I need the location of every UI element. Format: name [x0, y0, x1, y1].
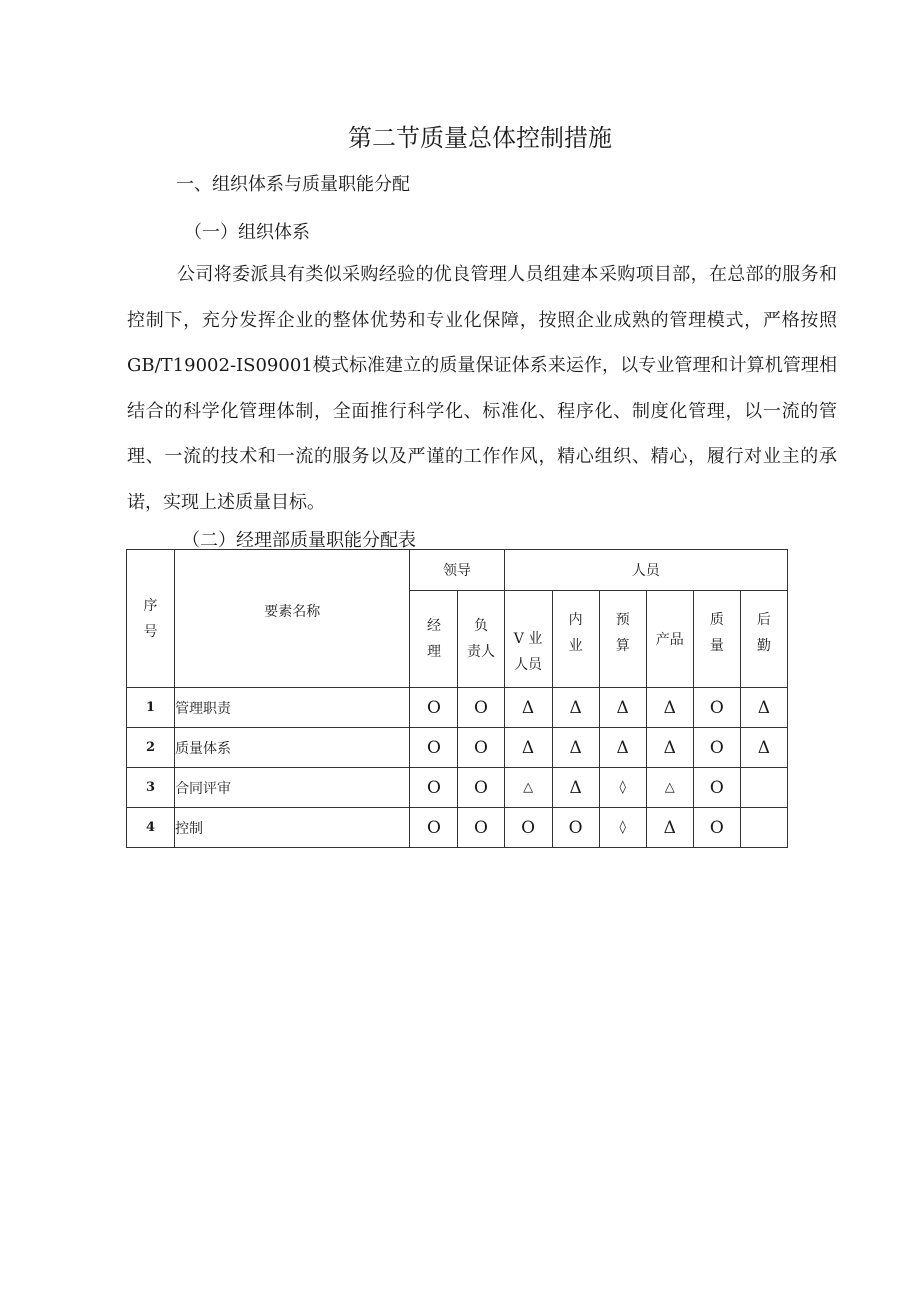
row-element-name: 管理职责 [175, 688, 410, 728]
cell-symbol: Δ [504, 728, 552, 768]
staff-group-header: 人员 [504, 550, 787, 591]
cell-symbol: ◊ [599, 808, 646, 848]
col-header-manager-2: 理 [426, 644, 441, 660]
row-element-name: 合同评审 [175, 768, 410, 808]
col-header-manager-1: 经 [426, 618, 441, 634]
subsection-heading-table: （二）经理部质量职能分配表 [182, 530, 416, 551]
col-header-internal-2: 业 [568, 638, 583, 654]
col-header-logistics-1: 后 [756, 612, 771, 628]
cell-symbol: △ [646, 768, 693, 808]
col-header-responsible-2: 责人 [467, 644, 495, 660]
element-name-header [175, 550, 410, 688]
cell-symbol [740, 808, 787, 848]
col-header-business-2: 人员 [514, 657, 543, 673]
subsection-heading-organization: （一）组织体系 [184, 222, 310, 243]
col-header-budget [599, 591, 646, 688]
seq-header-char-2: 号 [143, 623, 158, 640]
row-element-name: 控制 [175, 808, 410, 848]
cell-symbol: O [458, 688, 504, 728]
row-number: 4 [127, 808, 175, 848]
cell-symbol: Δ [599, 688, 646, 728]
row-number: 1 [127, 688, 175, 728]
col-header-product-text: 产品 [655, 632, 684, 648]
table-row [127, 808, 788, 848]
cell-symbol: Δ [552, 688, 599, 728]
col-header-logistics-2: 勤 [756, 638, 771, 654]
cell-symbol: Δ [552, 768, 599, 808]
col-header-manager [410, 591, 458, 688]
col-header-quality [693, 591, 740, 688]
col-header-budget-1: 预 [615, 612, 630, 628]
cell-symbol: ◊ [599, 768, 646, 808]
cell-symbol: O [693, 808, 740, 848]
cell-symbol: O [693, 728, 740, 768]
col-header-quality-1: 质 [709, 612, 724, 628]
cell-symbol: Δ [646, 728, 693, 768]
col-header-product [646, 591, 693, 688]
col-header-responsible-1: 负 [474, 618, 488, 634]
cell-symbol: △ [504, 768, 552, 808]
table-row [127, 688, 788, 728]
cell-symbol: Δ [552, 728, 599, 768]
col-header-budget-2: 算 [615, 638, 630, 654]
col-header-internal [552, 591, 599, 688]
row-number: 2 [127, 728, 175, 768]
cell-symbol: O [458, 768, 504, 808]
section-heading-1: 一、组织体系与质量职能分配 [176, 174, 410, 195]
table-row [127, 728, 788, 768]
leaders-group-header: 领导 [410, 550, 504, 591]
col-header-business [504, 591, 552, 688]
cell-symbol: O [458, 808, 504, 848]
cell-symbol: O [410, 768, 458, 808]
cell-symbol: Δ [599, 728, 646, 768]
cell-symbol: O [693, 768, 740, 808]
body-paragraph: 公司将委派具有类似采购经验的优良管理人员组建本采购项目部，在总部的服务和控制下，充分发挥企业的整体优势和专业化保障，按照企业成熟的管理模式，严格按照GB/T19002-IS09001模式标准建立的质量保证体系来运作，以专业管理和计算机管理相结合的科学化管理体制，全面推行科学化、标准化、程序化、制度化管理，以一流的管理、一流的技术和一流的服务以及严谨的工作作风，精心组织、精心，履行对业主的承诺，实现上述质量目标。 [127, 264, 837, 513]
cell-symbol: O [552, 808, 599, 848]
row-number: 3 [127, 768, 175, 808]
cell-symbol: O [410, 728, 458, 768]
cell-symbol: Δ [646, 808, 693, 848]
cell-symbol: Δ [646, 688, 693, 728]
col-header-internal-1: 内 [568, 612, 583, 628]
cell-symbol [740, 768, 787, 808]
cell-symbol: O [693, 688, 740, 728]
seq-header [127, 550, 175, 688]
col-header-quality-2: 量 [709, 638, 724, 654]
col-header-business-1: V 业 [513, 631, 543, 647]
quality-function-table [126, 549, 788, 848]
cell-symbol: O [458, 728, 504, 768]
seq-header-char-1: 序 [143, 597, 158, 614]
cell-symbol: O [504, 808, 552, 848]
page-title: 第二节质量总体控制措施 [348, 124, 612, 152]
element-name-header-text: 要素名称 [264, 603, 321, 620]
cell-symbol: O [410, 688, 458, 728]
cell-symbol: Δ [740, 728, 787, 768]
table-row [127, 768, 788, 808]
cell-symbol: Δ [504, 688, 552, 728]
cell-symbol: Δ [740, 688, 787, 728]
cell-symbol: O [410, 808, 458, 848]
row-element-name: 质量体系 [175, 728, 410, 768]
col-header-logistics [740, 591, 787, 688]
table-header-row-groups [127, 550, 788, 591]
col-header-responsible [458, 591, 504, 688]
